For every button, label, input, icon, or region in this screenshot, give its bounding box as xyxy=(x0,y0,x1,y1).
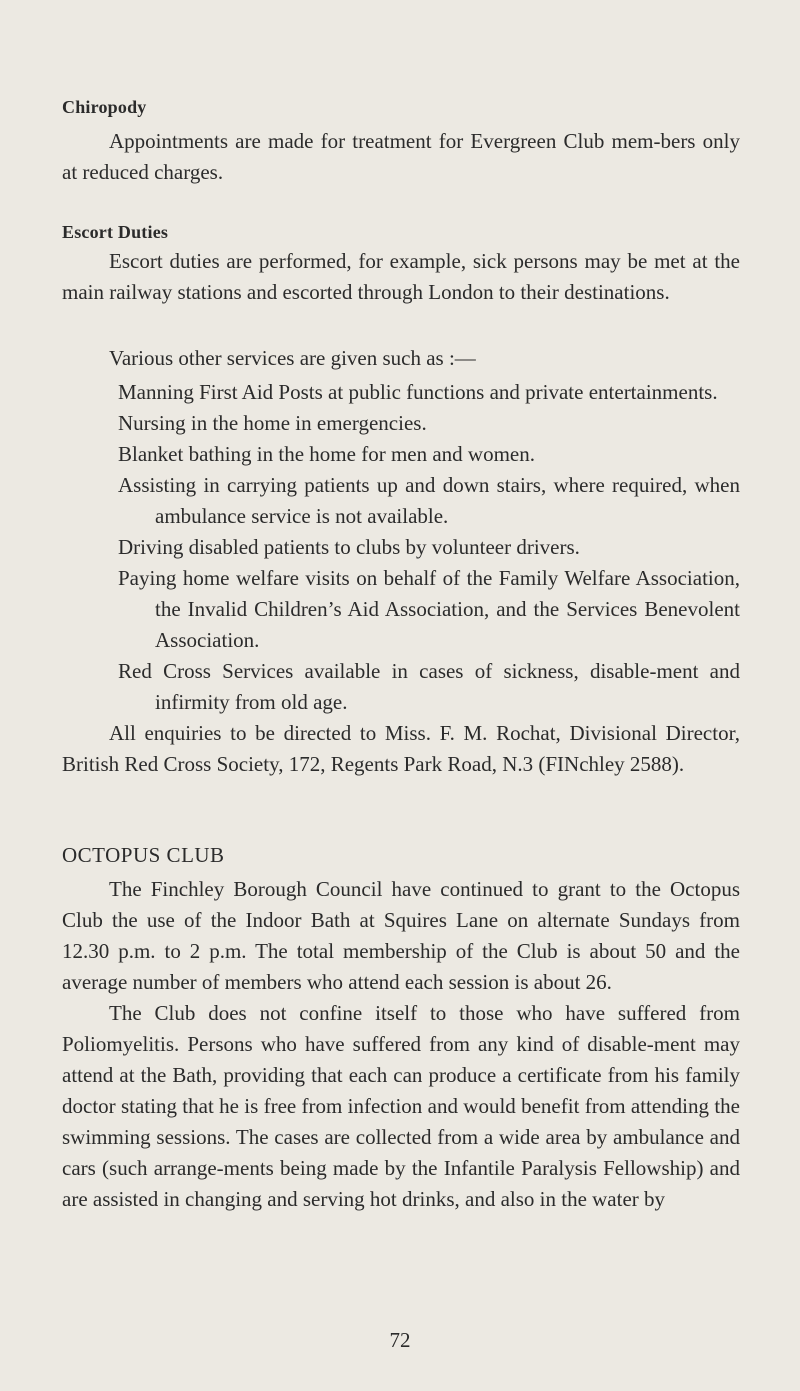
services-intro: Various other services are given such as :— xyxy=(109,346,476,370)
chiropody-heading: Chiropody xyxy=(62,97,147,117)
list-item: Assisting in carrying patients up and down stairs, where required, when ambulance service is not available. xyxy=(118,473,740,528)
list-item: Driving disabled patients to clubs by volunteer drivers. xyxy=(118,535,580,559)
octopus-paragraph-2: The Club does not confine itself to those who have suffered from Poliomyelitis. Persons who have suffered from any kind of disable-ment may attend at the Bath, providing that each can produce a certificate from his family doctor stating that he is free from infection and would benefit from attending the swimming sessions. The cases are collected from a wide area by ambulance and cars (such arrange-ments being made by the Infantile Paralysis Fellowship) and are assisted in changing and serving hot drinks, and also in the water by xyxy=(62,1001,740,1211)
escort-duties-paragraph: Escort duties are performed, for example, sick persons may be met at the main railway stations and escorted through London to their destinations. xyxy=(62,249,740,304)
escort-duties-heading: Escort Duties xyxy=(62,222,169,242)
list-item: Paying home welfare visits on behalf of the Family Welfare Association, the Invalid Children’s Aid Association, and the Services Benevolent Association. xyxy=(118,566,740,652)
services-list xyxy=(118,377,740,718)
list-item: Manning First Aid Posts at public functions and private entertainments. xyxy=(118,380,718,404)
chiropody-section xyxy=(62,126,740,188)
list-item: Red Cross Services available in cases of sickness, disable-ment and infirmity from old age. xyxy=(118,659,740,714)
page-number: 72 xyxy=(389,1328,411,1352)
list-item: Nursing in the home in emergencies. xyxy=(118,411,427,435)
octopus-paragraph-1: The Finchley Borough Council have continued to grant to the Octopus Club the use of the Indoor Bath at Squires Lane on alternate Sundays from 12.30 p.m. to 2 p.m. The total membership of the Club is about 50 and the average number of members who attend each session is about 26. xyxy=(62,877,740,994)
enquiries-section xyxy=(62,718,740,780)
chiropody-paragraph: Appointments are made for treatment for Evergreen Club mem-bers only at reduced charges. xyxy=(62,129,740,184)
octopus-club-section xyxy=(62,874,740,1215)
enquiries-paragraph: All enquiries to be directed to Miss. F. M. Rochat, Divisional Director, British Red Cross Society, 172, Regents Park Road, N.3 (FINchley 2588). xyxy=(62,721,740,776)
escort-duties-section xyxy=(62,246,740,308)
octopus-club-heading: OCTOPUS CLUB xyxy=(62,843,225,867)
services-intro-section xyxy=(62,343,740,374)
list-item: Blanket bathing in the home for men and women. xyxy=(118,442,535,466)
